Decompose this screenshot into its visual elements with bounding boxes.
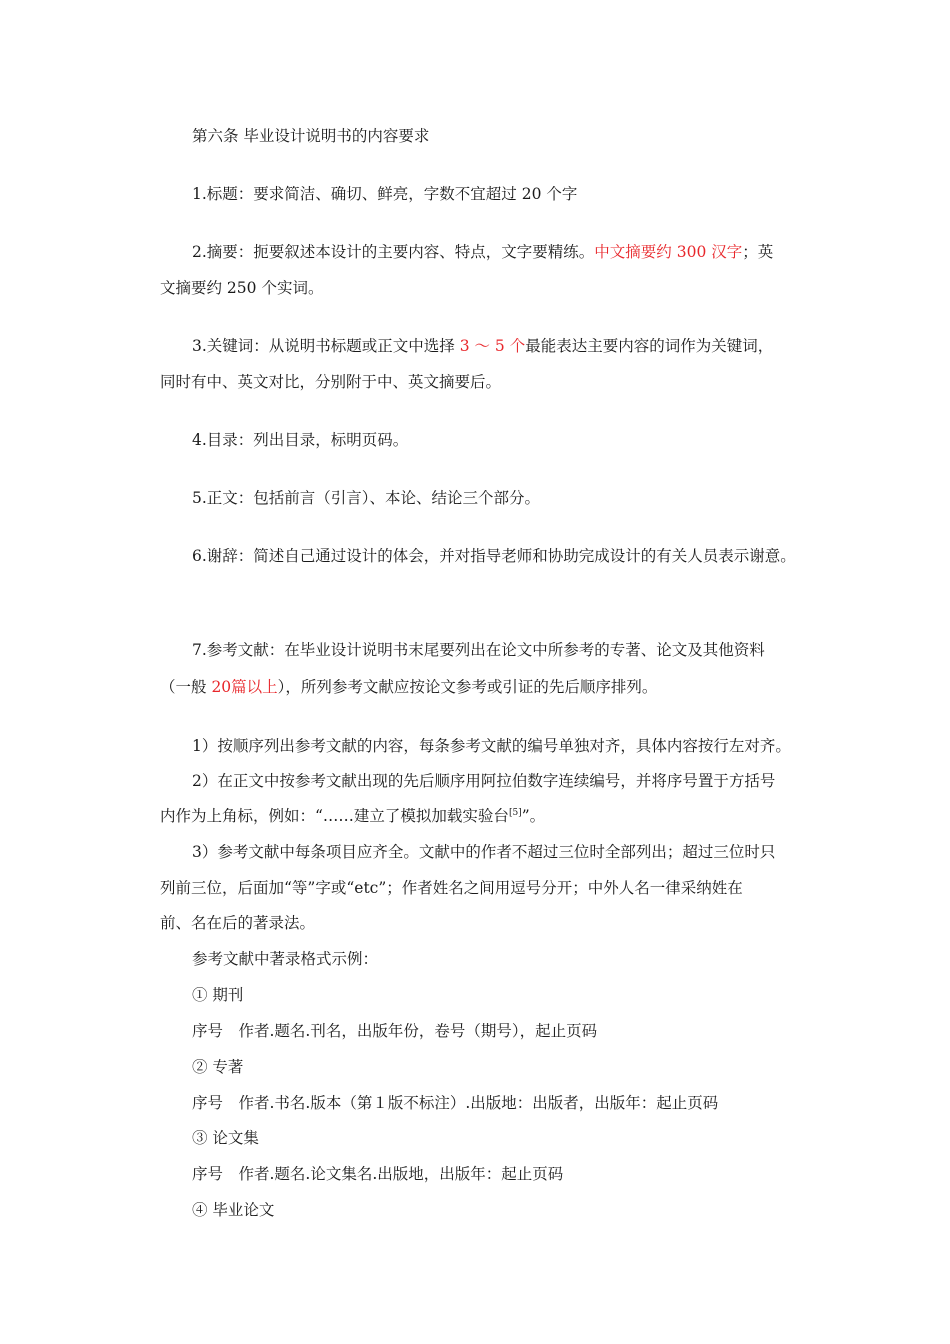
format-intro: 参考文献中著录格式示例：	[192, 950, 379, 968]
proceedings-format: 序号 作者.题名.论文集名.出版地，出版年：起止页码	[192, 1165, 564, 1183]
rule-2-line2	[160, 806, 545, 826]
item-body: 5.正文：包括前言（引言）、本论、结论三个部分。	[192, 489, 541, 507]
monograph-label: ② 专著	[192, 1058, 244, 1076]
item-references-line2	[160, 677, 657, 697]
item-abstract-line2: 文摘要约 250 个实词。	[160, 279, 324, 297]
rule-2-line1: 2）在正文中按参考文献出现的先后顺序用阿拉伯数字连续编号，并将序号置于方括号	[192, 772, 776, 790]
rule-3-line2: 列前三位，后面加“等”字或“etc”；作者姓名之间用逗号分开；中外人名一律采纳姓在	[160, 879, 743, 897]
item-keywords-line2: 同时有中、英文对比，分别附于中、英文摘要后。	[160, 373, 502, 391]
rule-2-suffix: ”。	[521, 807, 546, 825]
section-heading: 第六条 毕业设计说明书的内容要求	[192, 127, 430, 145]
item-title: 1.标题：要求简洁、确切、鲜亮，字数不宜超过 20 个字	[192, 185, 578, 203]
item-toc: 4.目录：列出目录，标明页码。	[192, 431, 409, 449]
item-keywords-line1	[192, 336, 773, 356]
abstract-suffix: ；英	[742, 243, 774, 261]
journal-format: 序号 作者.题名.刊名，出版年份，卷号（期号），起止页码	[192, 1022, 598, 1040]
keywords-text: 3.关键词：从说明书标题或正文中选择	[192, 337, 460, 355]
item-abstract-line1	[192, 242, 773, 262]
thesis-label: ④ 毕业论文	[192, 1201, 275, 1219]
item-references-line1: 7.参考文献：在毕业设计说明书末尾要列出在论文中所参考的专著、论文及其他资料	[192, 641, 765, 659]
journal-label: ① 期刊	[192, 986, 244, 1004]
keywords-suffix: 最能表达主要内容的词作为关键词，	[525, 337, 774, 355]
citation-superscript: [5]	[508, 808, 522, 818]
rule-2-text: 内作为上角标，例如：“……建立了模拟加载实验台	[160, 807, 509, 825]
abstract-text: 2.摘要：扼要叙述本设计的主要内容、特点，文字要精练。	[192, 243, 595, 261]
item-thanks: 6.谢辞：简述自己通过设计的体会，并对指导老师和协助完成设计的有关人员表示谢意。	[192, 547, 796, 565]
keywords-highlight: 3 ～ 5 个	[459, 337, 526, 355]
monograph-format: 序号 作者.书名.版本（第１版不标注）.出版地：出版者，出版年：起止页码	[192, 1094, 719, 1112]
references-highlight: 20篇以上	[211, 678, 278, 696]
references-suffix: ），所列参考文献应按论文参考或引证的先后顺序排列。	[277, 678, 658, 696]
references-prefix: （一般	[160, 678, 212, 696]
proceedings-label: ③ 论文集	[192, 1129, 259, 1147]
rule-1: 1）按顺序列出参考文献的内容，每条参考文献的编号单独对齐，具体内容按行左对齐。	[192, 737, 791, 755]
rule-3-line3: 前、名在后的著录法。	[160, 914, 316, 932]
abstract-highlight: 中文摘要约 300 汉字	[594, 243, 743, 261]
rule-3-line1: 3）参考文献中每条项目应齐全。文献中的作者不超过三位时全部列出；超过三位时只	[192, 843, 776, 861]
